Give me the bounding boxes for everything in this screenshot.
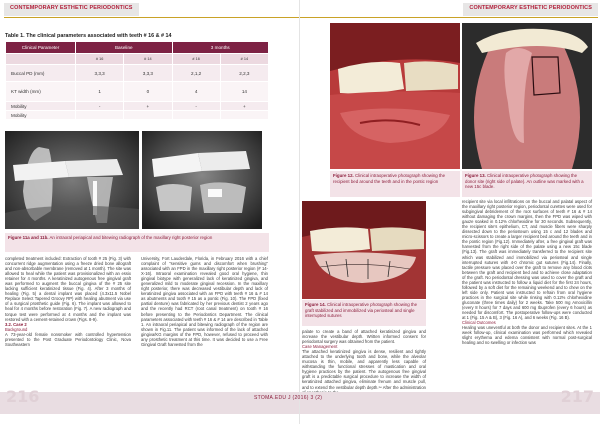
table-header-3months: 3 months xyxy=(172,42,269,54)
figure-11-caption-label: Figure 11a and 11b. xyxy=(8,235,49,240)
figure-14-caption-label: Figure 14. xyxy=(305,302,326,307)
section-heading-case-management: Case Management xyxy=(302,344,338,350)
right-header-title: CONTEMPORARY ESTHETIC PERIODONTICS xyxy=(463,3,598,16)
figure-14-caption-text: Clinical intraoperative photograph showing the graft stabilized and immobilized via periosteal and single interrupted sutures xyxy=(305,302,418,319)
table-subhead-cell: # 14 xyxy=(220,54,268,65)
section-subheading-background: Background xyxy=(5,326,28,332)
journal-footer: STOMA.EDU J (2016) 3 (2) xyxy=(254,395,323,401)
table-cell: 3,3,3 xyxy=(76,65,124,82)
table-header-parameter: Clinical Parameter xyxy=(6,42,76,54)
figure-11-caption-text: An intraoral periapical and bitewing radiograph of the maxillary right posterior region xyxy=(49,235,213,240)
table-cell: 14 xyxy=(220,82,268,102)
table-cell: - xyxy=(76,102,124,111)
right-page-header xyxy=(300,3,598,18)
page-number-left: 216 xyxy=(6,387,40,406)
figure-12-caption-label: Figure 12. xyxy=(333,173,354,178)
table-cell: 3,3,3 xyxy=(124,65,172,82)
right-column-2-text: recipient site via local infiltrations on the buccal and palatal aspect of the maxillary right posterior region, periodontal curettes were used for subgingival debridement of the root surfaces of teeth # 16 & # 14 without damaging the crown margins, then the FPD was wiped with gauze soaked in 0.12% chlorhexidine for 30 seconds. Subsequently, the recipient site's epithelium, CT, and muscle fibers were sharply dissected down to the periosteum using 15 c and 12 blades and micro-scissors to create a larger recipient bed around the teeth and in the pontic region (Fig.12). Immediately after, a free gingival graft was harvested from the right side of the palate using a new 15c blade (Fig.13). The graft was immediately transferred to the recipient site which was stabilized and immobilized via periosteal and single interrupted sutures with 4-0 chromic gut sutures (Fig.14). Finally, tactile pressure was placed over the graft to remove any blood clots between the graft and recipient bed and to achieve close adaptation of the graft. No periodontal dressing was used to cover the graft and the patient was instructed to follow a liquid diet for the first 24 hours, followed by a soft diet for the remaining weekend and to chew on the left side only. Patient was instructed to refrain from oral hygiene practices in the surgical site while rinsing with 0.12% chlorhexidine gluconate (three times daily) for 2 weeks. Take 500 mg Amoxicillin (every 8 hours) for 7 days and 600 mg Ibuprofen (every 6 hours) as needed for discomfort. The postoperative follow-ups were conducted at 1 (Fig. 15 A & B), 3 (Fig. 16 A), and 6 weeks (Fig. 16 B). xyxy=(462,199,592,321)
table-subhead-cell: # 16 xyxy=(172,54,220,65)
bitewing-radiograph xyxy=(142,131,262,229)
table-cell: + xyxy=(124,102,172,111)
table-subhead-cell: # 16 xyxy=(76,54,124,65)
table-cell: 1 xyxy=(76,82,124,102)
figure-14-photo xyxy=(302,201,426,299)
figure-13-photo xyxy=(462,23,592,169)
table-row xyxy=(6,102,269,111)
table-row-label: KT width (mm) xyxy=(6,82,76,102)
table-cell xyxy=(220,111,268,120)
page-number-right: 217 xyxy=(560,387,594,406)
right-column-1 xyxy=(302,329,426,395)
figure-13-caption xyxy=(462,171,592,197)
figure-12-caption xyxy=(330,171,460,197)
table-row xyxy=(6,82,269,102)
right-page xyxy=(300,0,600,424)
table-title: Table 1. The clinical parameters associated with teeth # 16 & # 14 xyxy=(5,33,172,39)
left-column-1-text: completed treatment included: Extraction of tooth # 25 (Fig. 3) with concurrent ridge augmentation using a freeze dried bone allograft and non-absorbable membrane (removed at 1 month). The site was allowed to heal while the patient was provisionalized with an essix retainer for 4 months. A keratinized autogenous free gingival graft was performed to augment the buccal gingiva of the # 25 site lacking sufficient keratinized tissue (Fig. 4). After 3 months of healing (Fig. 5) a dental implant was placed (4.3x11.5 Nobel Replace Select Tapered Groovy RP) with healing abutment via use of a surgical prosthetic guide (Fig. 6). The implant was allowed to heal for 4 months before restoration (Fig. 7). A new radiograph and torque test were performed at 4 months and the implant was restored with a cement-retained crown (Figs. 8-9). xyxy=(5,256,131,322)
figure-11-caption xyxy=(5,233,269,252)
table-row xyxy=(6,65,269,82)
figure-13-caption-text: Clinical intraoperative photograph showing the donor site (right side of palate). An outline was marked with a new 15c blade. xyxy=(465,173,584,190)
table-cell: 0 xyxy=(124,82,172,102)
right-column-2 xyxy=(462,199,592,345)
table-cell: 4 xyxy=(172,82,220,102)
section-heading-case-2: 3.2. Case 2 xyxy=(5,321,27,327)
table-cell: 2,1,2 xyxy=(172,65,220,82)
right-column-2-text-b: Healing was uneventful at both the donor and recipient sites. At the 1 week follow-up, clinical examination was performed which revealed slight erythema and edema consistent with normal post-surgical healing and no swelling or infection was xyxy=(462,325,592,346)
table-row-label: Mobility xyxy=(6,102,76,111)
figure-12-caption-text: Clinical intraoperative photograph showing the recipient bed around the teeth and in the pontic region xyxy=(333,173,446,184)
figure-14-caption xyxy=(302,300,426,326)
left-page-header xyxy=(4,3,300,18)
table-cell xyxy=(76,111,124,120)
left-header-title: CONTEMPORARY ESTHETIC PERIODONTICS xyxy=(4,3,139,16)
table-cell: + xyxy=(220,102,268,111)
right-footer-band xyxy=(300,392,600,414)
periapical-radiograph xyxy=(5,131,139,229)
table-subhead-empty xyxy=(6,54,76,65)
figure-13-caption-label: Figure 13. xyxy=(465,173,486,178)
table-row-label: Mobility xyxy=(6,111,76,120)
table-cell xyxy=(124,111,172,120)
left-column-2-text: University, Fort Lauderdale, Florida, in February 2016 with a chief complaint of "sensitive gums and discomfort when brushing" associated with an FPD in the maxillary right posterior region (# 14-X-16). Intraoral examination revealed good oral hygiene, thin gingival biotype with generalized lack of keratinized gingiva, and generalized mild to moderate gingival recession. In the maxillary right posterior, there was decreased vestibular depth and lack of keratinized gingiva associated with an FPD with teeth # 16 & # 14 as abutments and tooth # 15 as a pontic (Fig. 10). The FPD (fixed partial denture) was fabricated by her previous dentist 2 years ago and the recently had RCT (root canal treatment) on tooth # 16 before presenting to the Periodontics Department. The clinical parameters associated with teeth # 16 & # 14 are described in Table 1. An intraoral periapical and bitewing radiograph of the region are shown in Fig.11. The patient was informed of the lack of attached gingiva/KG margins of the FPD, however, refused to proceed with any prosthetic treatment at this time. It was decided to use a Free Gingival Graft harvested from the xyxy=(141,256,268,347)
left-column-2 xyxy=(141,256,268,347)
table-cell: - xyxy=(172,102,220,111)
section-heading-clinical-outcomes: Clinical Outcomes xyxy=(462,320,496,326)
right-column-1-text-b: The attached keratinized gingiva is dense, resilient and tightly attached to the underlying tooth and bone, while the alveolar mucosa is thin, mobile, and apparently less capable of withstanding the functional stresses of mastication and oral hygiene practices by the patient. The autogenous free gingival graft is a predictable surgical procedure to increase the width of keratinized attached gingiva, eliminate frenum and muscle pull, and to extend the vestibular depth depth.¹⁴ After the administration xyxy=(302,349,426,390)
table-row-label: Buccal PD (mm) xyxy=(6,65,76,82)
table-cell xyxy=(172,111,220,120)
table-header-baseline: Baseline xyxy=(76,42,173,54)
table-subhead-cell: # 14 xyxy=(124,54,172,65)
clinical-parameters-table xyxy=(5,41,269,120)
left-column-1-text-b: A 73-year-old female nonsmoker with controlled hypertension presented to the Post Graduate Periodontology Clinic, Nova Southeastern xyxy=(5,331,131,347)
table-cell: 2,2,3 xyxy=(220,65,268,82)
figure-12-photo xyxy=(330,23,460,169)
table-row xyxy=(6,111,269,120)
right-column-1-text: palate to create a band of attached keratinized gingiva and increase the vestibular depth. Written informed consent for periodontal surgery was obtained from the patient. xyxy=(302,329,426,345)
left-column-1 xyxy=(5,256,131,347)
